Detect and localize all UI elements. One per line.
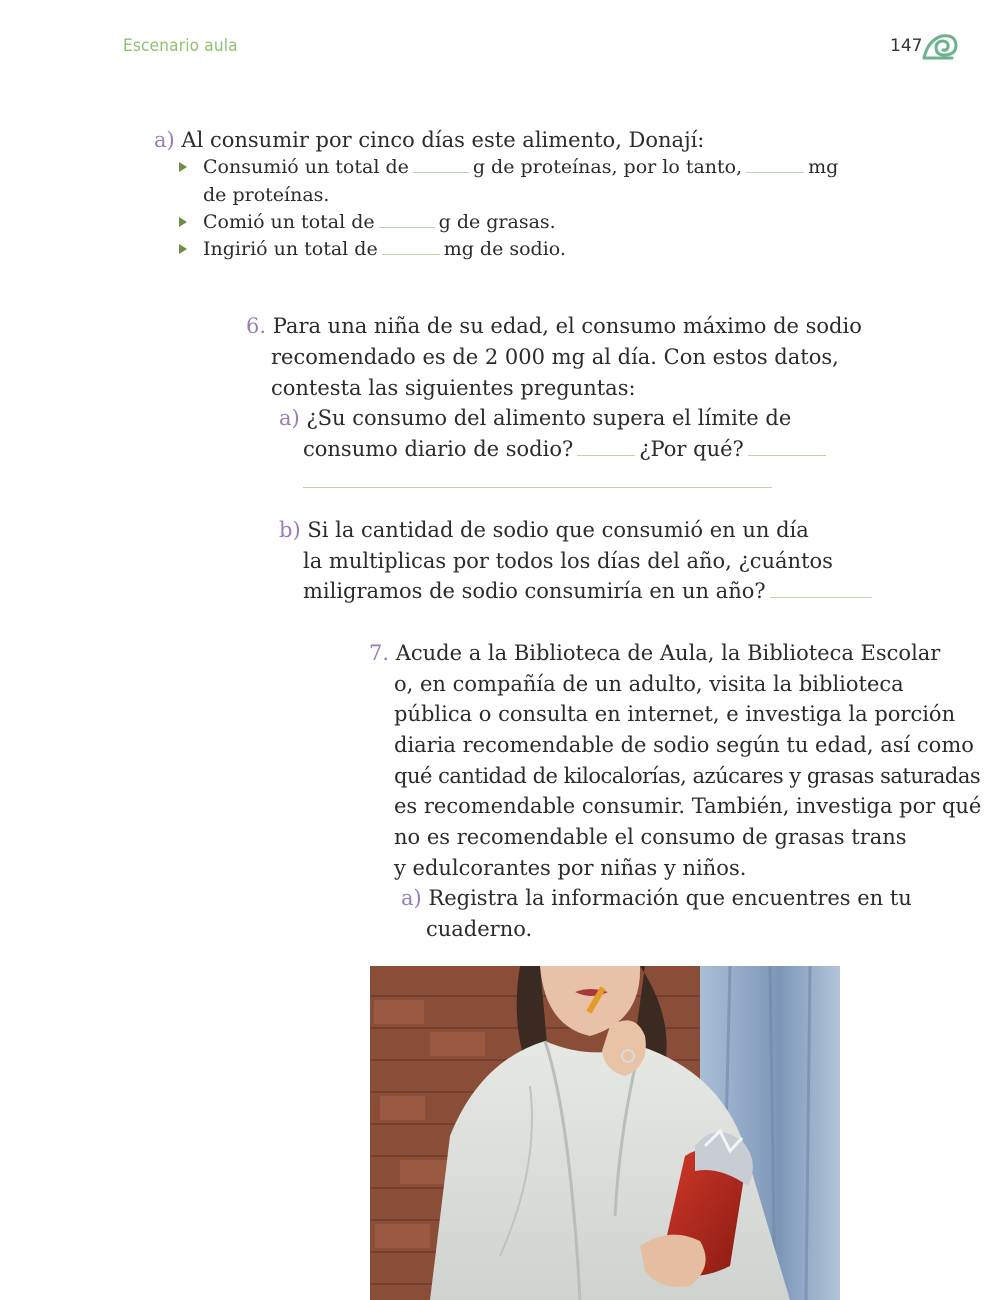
item-7-line-8: y edulcorantes por niñas y niños. [394, 856, 747, 880]
bullet-3-pre: Ingirió un total de [203, 238, 378, 260]
item-6b-line-1 [279, 518, 809, 542]
item-6a-why: ¿Por qué? [639, 437, 744, 461]
item-6b-text-3: miligramos de sodio consumiría en un año? [303, 579, 766, 603]
answer-blank[interactable] [413, 171, 469, 173]
item-7-text-1: Acude a la Biblioteca de Aula, la Biblioteca Escolar [395, 641, 941, 665]
answer-blank[interactable] [577, 454, 635, 456]
item-7-line-5: qué cantidad de kilocalorías, azúcares y grasas saturadas [394, 764, 981, 788]
item-6b-label: b) [279, 518, 301, 542]
item-6-number: 6. [246, 314, 267, 338]
item-6a-line-2 [303, 437, 830, 461]
item-7a-line-1 [401, 886, 912, 910]
bullet-1 [203, 155, 838, 179]
item-6-line-2: recomendado es de 2 000 mg al día. Con estos datos, [271, 345, 839, 369]
spiral-snail-icon [922, 31, 958, 61]
item-7-number: 7. [369, 641, 390, 665]
bullet-2-pre: Comió un total de [203, 211, 375, 233]
item-a-text: Al consumir por cinco días este alimento, Donají: [181, 128, 705, 152]
bullet-3 [203, 237, 566, 261]
item-6b-text-1: Si la cantidad de sodio que consumió en un día [307, 518, 809, 542]
bullet-1-post: mg [808, 156, 839, 178]
item-6-line-1 [246, 314, 862, 338]
bullet-arrow-icon [179, 162, 187, 172]
bullet-arrow-icon [179, 217, 187, 227]
item-a-label: a) [154, 128, 175, 152]
item-7-line-1 [369, 641, 940, 665]
section-title: Escenario aula [123, 36, 238, 56]
answer-blank[interactable] [748, 454, 826, 456]
answer-line[interactable] [303, 487, 772, 488]
bullet-3-post: mg de sodio. [443, 238, 566, 260]
answer-blank[interactable] [382, 253, 440, 255]
bullet-2 [203, 210, 556, 234]
item-6b-line-2: la multiplicas por todos los días del año, ¿cuántos [303, 549, 833, 573]
item-7a-label: a) [401, 886, 422, 910]
item-6a-text-1: ¿Su consumo del alimento supera el límite de [306, 406, 792, 430]
answer-blank[interactable] [770, 596, 872, 598]
item-7-line-3: pública o consulta en internet, e investiga la porción [394, 702, 956, 726]
page-number: 147 [890, 36, 923, 56]
bullet-1-mid: g de proteínas, por lo tanto, [472, 156, 743, 178]
bullet-arrow-icon [179, 244, 187, 254]
item-7a-line-2: cuaderno. [426, 917, 533, 941]
item-7-line-7: no es recomendable el consumo de grasas trans [394, 825, 907, 849]
item-6a-label: a) [279, 406, 300, 430]
bullet-1-pre: Consumió un total de [203, 156, 409, 178]
item-6-text-1: Para una niña de su edad, el consumo máximo de sodio [272, 314, 862, 338]
bullet-1-continuation: de proteínas. [203, 184, 330, 206]
bullet-2-post: g de grasas. [438, 211, 556, 233]
answer-blank[interactable] [379, 226, 435, 228]
item-7-line-2: o, en compañía de un adulto, visita la biblioteca [394, 672, 904, 696]
item-6-line-3: contesta las siguientes preguntas: [271, 376, 636, 400]
girl-eating-chips-photo [370, 966, 858, 1300]
item-7-line-6: es recomendable consumir. También, investiga por qué [394, 794, 982, 818]
item-a-heading [154, 128, 704, 152]
item-7a-text-1: Registra la información que encuentres en tu [428, 886, 912, 910]
item-7-line-4: diaria recomendable de sodio según tu edad, así como [394, 733, 974, 757]
answer-blank[interactable] [746, 171, 804, 173]
item-6b-line-3 [303, 579, 876, 603]
item-6a-line-1 [279, 406, 791, 430]
item-6a-text-2: consumo diario de sodio? [303, 437, 574, 461]
